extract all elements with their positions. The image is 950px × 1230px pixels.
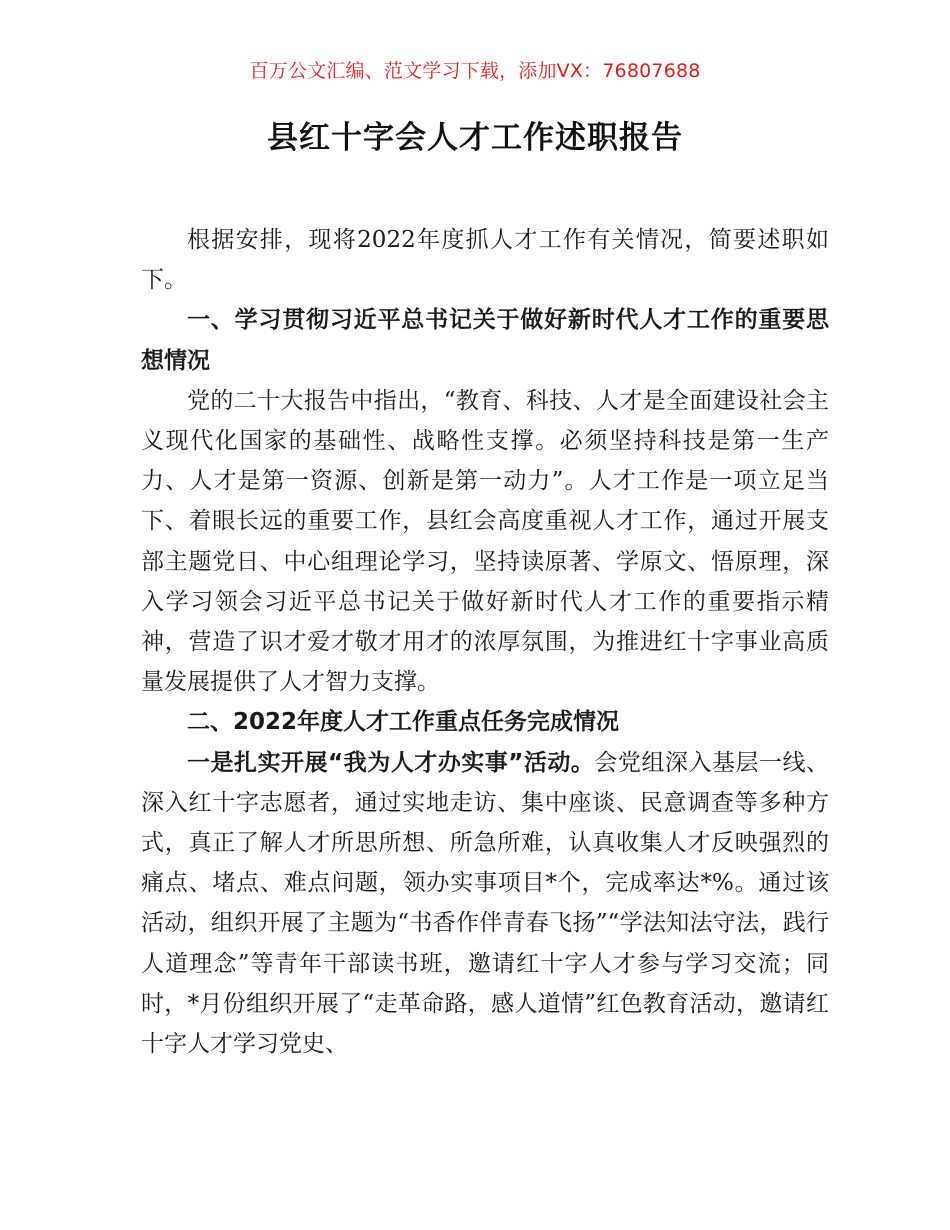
section-1-heading: 一、学习贯彻习近平总书记关于做好新时代人才工作的重要思想情况 — [141, 307, 829, 374]
document-title: 县红十字会人才工作述职报告 — [267, 120, 683, 156]
section-2-heading: 二、2022年度人才工作重点任务完成情况 — [187, 709, 620, 736]
header-download-note: 百万公文汇编、范文学习下载，添加VX：76807688 — [249, 60, 701, 82]
section-2-item-1-lead: 一是扎实开展“我为人才办实事”活动。 — [187, 749, 595, 776]
document-body — [141, 220, 829, 1064]
section-1-paragraph: 党的二十大报告中指出，“教育、科技、人才是全面建设社会主义现代化国家的基础性、战略性支撑。必须坚持科技是第一生产力、人才是第一资源、创新是第一动力”。人才工作是一项立足当下、着眼长远的重要工作，县红会高度重视人才工作，通过开展支部主题党日、中心组理论学习，坚持读原著、学原文、悟原理，深入学习领会习近平总书记关于做好新时代人才工作的重要指示精神，营造了识才爱才敬才用才的浓厚氛围，为推进红十字事业高质量发展提供了人才智力支撑。 — [141, 387, 829, 696]
section-2-item-1-paragraph — [141, 743, 829, 1065]
intro-paragraph: 根据安排，现将2022年度抓人才工作有关情况，简要述职如下。 — [141, 227, 829, 294]
section-2-item-1-text: 会党组深入基层一线、深入红十字志愿者，通过实地走访、集中座谈、民意调查等多种方式，真正了解人才所思所想、所急所难，认真收集人才反映强烈的痛点、堵点、难点问题，领办实事项目*个，完成率达*%。通过该活动，组织开展了主题为“书香作伴青春飞扬”“学法知法守法，践行人道理念”等青年干部读书班，邀请红十字人才参与学习交流；同时，*月份组织开展了“走革命路，感人道情”红色教育活动，邀请红十字人才学习党史、 — [141, 749, 830, 1058]
